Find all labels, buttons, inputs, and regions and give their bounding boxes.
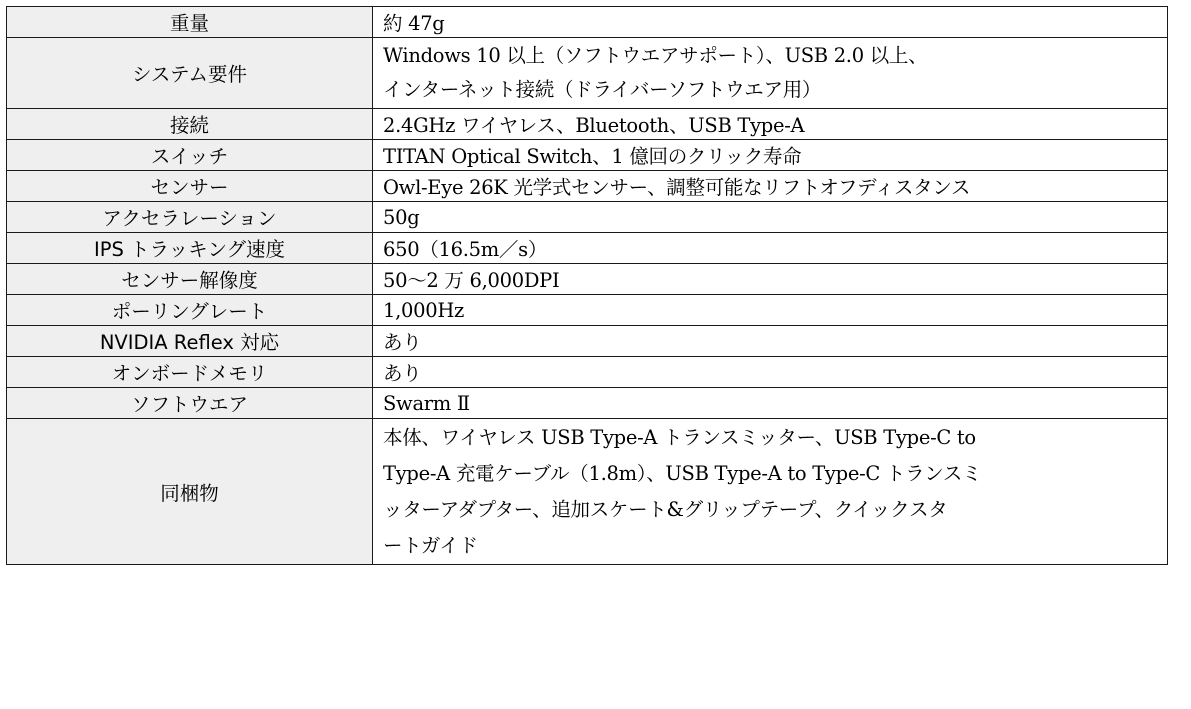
spec-value-line: ートガイド — [383, 533, 478, 557]
spec-row-sensor-resolution — [7, 264, 1168, 295]
spec-label: IPS トラッキング速度 — [7, 233, 373, 264]
spec-label: オンボードメモリ — [7, 357, 373, 388]
spec-row-sensor — [7, 171, 1168, 202]
spec-value — [373, 109, 1168, 140]
spec-label: スイッチ — [7, 140, 373, 171]
spec-value-line: あり — [383, 362, 422, 385]
spec-row-acceleration — [7, 202, 1168, 233]
spec-value — [373, 419, 1168, 565]
spec-value-line: 2.4GHz ワイヤレス、Bluetooth、USB Type-A — [383, 114, 805, 137]
spec-value — [373, 388, 1168, 419]
spec-row-software — [7, 388, 1168, 419]
spec-row-weight — [7, 7, 1168, 38]
spec-label: 重量 — [7, 7, 373, 38]
spec-row-polling-rate — [7, 295, 1168, 326]
spec-value-line: TITAN Optical Switch、1 億回のクリック寿命 — [383, 145, 802, 168]
spec-value-line: 50g — [383, 205, 420, 229]
spec-value — [373, 171, 1168, 202]
spec-value — [373, 264, 1168, 295]
spec-value-line: Swarm Ⅱ — [383, 391, 470, 415]
spec-label: 接続 — [7, 109, 373, 140]
spec-value — [373, 233, 1168, 264]
spec-row-included-items — [7, 419, 1168, 565]
spec-label: センサー解像度 — [7, 264, 373, 295]
spec-label: アクセラレーション — [7, 202, 373, 233]
spec-row-system-requirements — [7, 38, 1168, 109]
spec-value — [373, 7, 1168, 38]
spec-row-switch — [7, 140, 1168, 171]
spec-value-line: あり — [383, 331, 422, 354]
spec-row-onboard-memory — [7, 357, 1168, 388]
spec-value — [373, 140, 1168, 171]
spec-label: ソフトウエア — [7, 388, 373, 419]
spec-value-line: Windows 10 以上（ソフトウエアサポート）、USB 2.0 以上、 — [383, 44, 928, 67]
spec-value-line: ッターアダプター、追加スケート&グリップテープ、クイックスタ — [383, 497, 948, 521]
spec-value — [373, 357, 1168, 388]
spec-value — [373, 326, 1168, 357]
spec-row-nvidia-reflex — [7, 326, 1168, 357]
spec-value-line: インターネット接続（ドライバーソフトウエア用） — [383, 78, 822, 101]
spec-value-line: 50～2 万 6,000DPI — [383, 269, 560, 292]
spec-value — [373, 295, 1168, 326]
spec-value-line: Owl-Eye 26K 光学式センサー、調整可能なリフトオフディスタンス — [383, 176, 971, 199]
spec-value-line: 約 47g — [383, 12, 445, 35]
spec-label: 同梱物 — [7, 419, 373, 565]
spec-value-line: Type-A 充電ケーブル（1.8m）、USB Type-A to Type-C トランスミ — [383, 461, 982, 485]
spec-label: システム要件 — [7, 38, 373, 109]
spec-value — [373, 202, 1168, 233]
spec-label: NVIDIA Reflex 対応 — [7, 326, 373, 357]
spec-label: ポーリングレート — [7, 295, 373, 326]
spec-row-connection — [7, 109, 1168, 140]
spec-label: センサー — [7, 171, 373, 202]
spec-value-line: 1,000Hz — [383, 298, 465, 322]
spec-value-line: 650（16.5m／s） — [383, 238, 548, 261]
spec-table-body — [7, 7, 1168, 565]
spec-row-ips-tracking-speed — [7, 233, 1168, 264]
spec-table — [6, 6, 1168, 565]
spec-value-line: 本体、ワイヤレス USB Type-A トランスミッター、USB Type-C to — [383, 425, 976, 449]
spec-value — [373, 38, 1168, 109]
